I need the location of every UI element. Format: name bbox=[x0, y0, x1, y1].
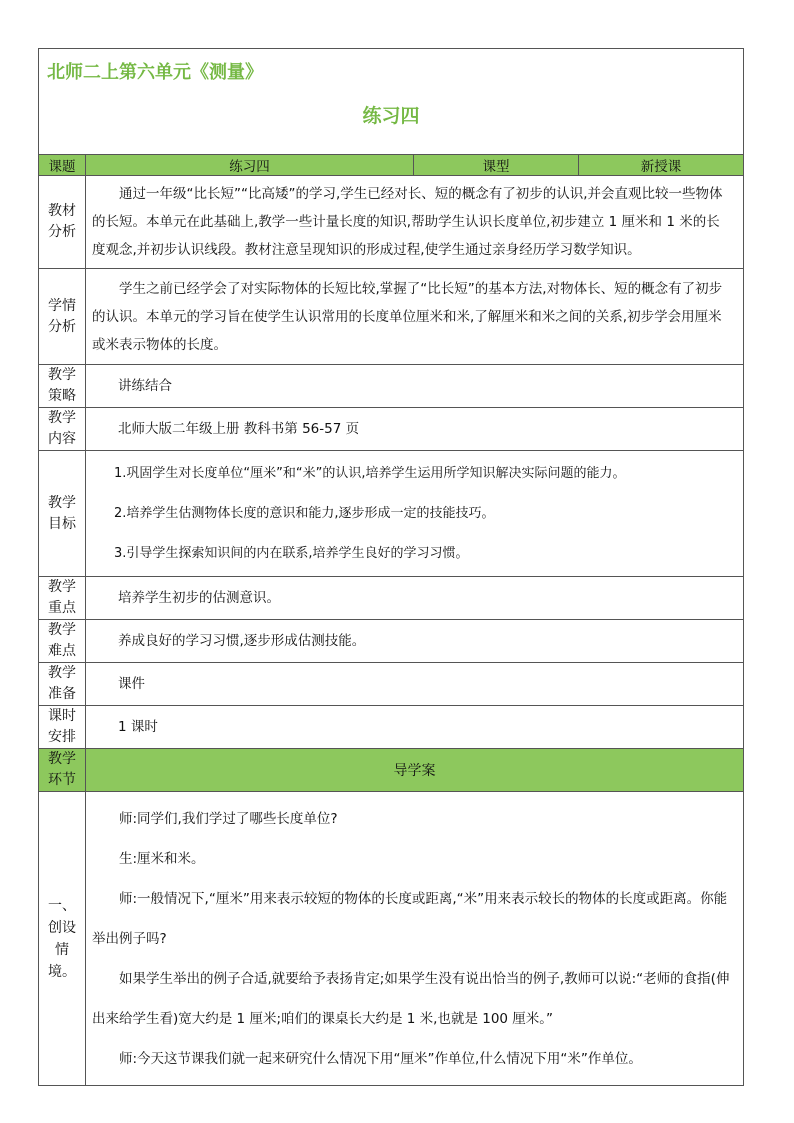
preparation-text: 课件 bbox=[86, 663, 744, 706]
topic-label: 课题 bbox=[39, 155, 86, 176]
student-analysis-text: 学生之前已经学会了对实际物体的长短比较,掌握了“比长短”的基本方法,对物体长、短的概念有了初步的认识。本单元的学习旨在使学生认识常用的长度单位厘米和米,了解厘米和米之间的关系,初步学会用厘米或米表示物体的长度。 bbox=[86, 269, 744, 365]
difficulty-row bbox=[39, 620, 744, 663]
type-value: 新授课 bbox=[579, 155, 744, 176]
key-point-label: 教学 重点 bbox=[39, 577, 86, 620]
strategy-text: 讲练结合 bbox=[86, 365, 744, 408]
goal-item: 1.巩固学生对长度单位“厘米”和“米”的认识,培养学生运用所学知识解决实际问题的能力。 bbox=[114, 465, 626, 481]
section-1-content bbox=[86, 792, 744, 1086]
difficulty-label: 教学 难点 bbox=[39, 620, 86, 663]
key-point-text: 培养学生初步的估测意识。 bbox=[86, 577, 744, 620]
student-analysis-label: 学情 分析 bbox=[39, 269, 86, 365]
strategy-label: 教学 策略 bbox=[39, 365, 86, 408]
key-point-row bbox=[39, 577, 744, 620]
preparation-label: 教学 准备 bbox=[39, 663, 86, 706]
lesson-plan-table bbox=[38, 48, 744, 1086]
goals-label: 教学 目标 bbox=[39, 451, 86, 577]
section-1-label: 一、 创设 情 境。 bbox=[39, 792, 86, 1086]
title-cell bbox=[39, 49, 744, 155]
document-title: 北师二上第六单元《测量》 bbox=[47, 62, 263, 83]
difficulty-text: 养成良好的学习习惯,逐步形成估测技能。 bbox=[86, 620, 744, 663]
schedule-text: 1 课时 bbox=[86, 706, 744, 749]
student-analysis-row bbox=[39, 269, 744, 365]
type-label: 课型 bbox=[414, 155, 579, 176]
dialogue-line: 师:一般情况下,“厘米”用来表示较短的物体的长度或距离,“米”用来表示较长的物体的长度或距离。你能举出例子吗? bbox=[92, 890, 728, 947]
content-label: 教学 内容 bbox=[39, 408, 86, 451]
content-row bbox=[39, 408, 744, 451]
lesson-plan-sheet bbox=[38, 48, 743, 1086]
textbook-analysis-row bbox=[39, 176, 744, 269]
dialogue-line: 师:同学们,我们学过了哪些长度单位? bbox=[119, 810, 338, 827]
stage-label: 教学 环节 bbox=[39, 749, 86, 792]
goals-list bbox=[86, 451, 744, 577]
stage-title: 导学案 bbox=[86, 749, 744, 792]
goals-row bbox=[39, 451, 744, 577]
content-text: 北师大版二年级上册 教科书第 56-57 页 bbox=[86, 408, 744, 451]
dialogue-line: 如果学生举出的例子合适,就要给予表扬肯定;如果学生没有说出恰当的例子,教师可以说:“老师的食指(伸出来给学生看)宽大约是 1 厘米;咱们的课桌长大约是 1 米,也就是 100 厘米。” bbox=[92, 970, 730, 1027]
dialogue-line: 师:今天这节课我们就一起来研究什么情况下用“厘米”作单位,什么情况下用“米”作单位。 bbox=[119, 1050, 642, 1067]
lesson-subtitle: 练习四 bbox=[362, 105, 420, 127]
goal-item: 3.引导学生探索知识间的内在联系,培养学生良好的学习习惯。 bbox=[114, 545, 469, 561]
schedule-label: 课时 安排 bbox=[39, 706, 86, 749]
topic-value: 练习四 bbox=[86, 155, 414, 176]
stage-row bbox=[39, 749, 744, 792]
section-create-situation bbox=[39, 792, 744, 1086]
preparation-row bbox=[39, 663, 744, 706]
info-row bbox=[39, 155, 744, 176]
textbook-analysis-label: 教材 分析 bbox=[39, 176, 86, 269]
dialogue-line: 生:厘米和米。 bbox=[119, 850, 205, 867]
strategy-row bbox=[39, 365, 744, 408]
textbook-analysis-text: 通过一年级“比长短”“比高矮”的学习,学生已经对长、短的概念有了初步的认识,并会直观比较一些物体的长短。本单元在此基础上,教学一些计量长度的知识,帮助学生认识长度单位,初步建立 1 厘米和 1 米的长度观念,并初步认识线段。教材注意呈现知识的形成过程,使学生通过亲身经历学习数学知识。 bbox=[86, 176, 744, 269]
goal-item: 2.培养学生估测物体长度的意识和能力,逐步形成一定的技能技巧。 bbox=[114, 505, 495, 521]
schedule-row bbox=[39, 706, 744, 749]
